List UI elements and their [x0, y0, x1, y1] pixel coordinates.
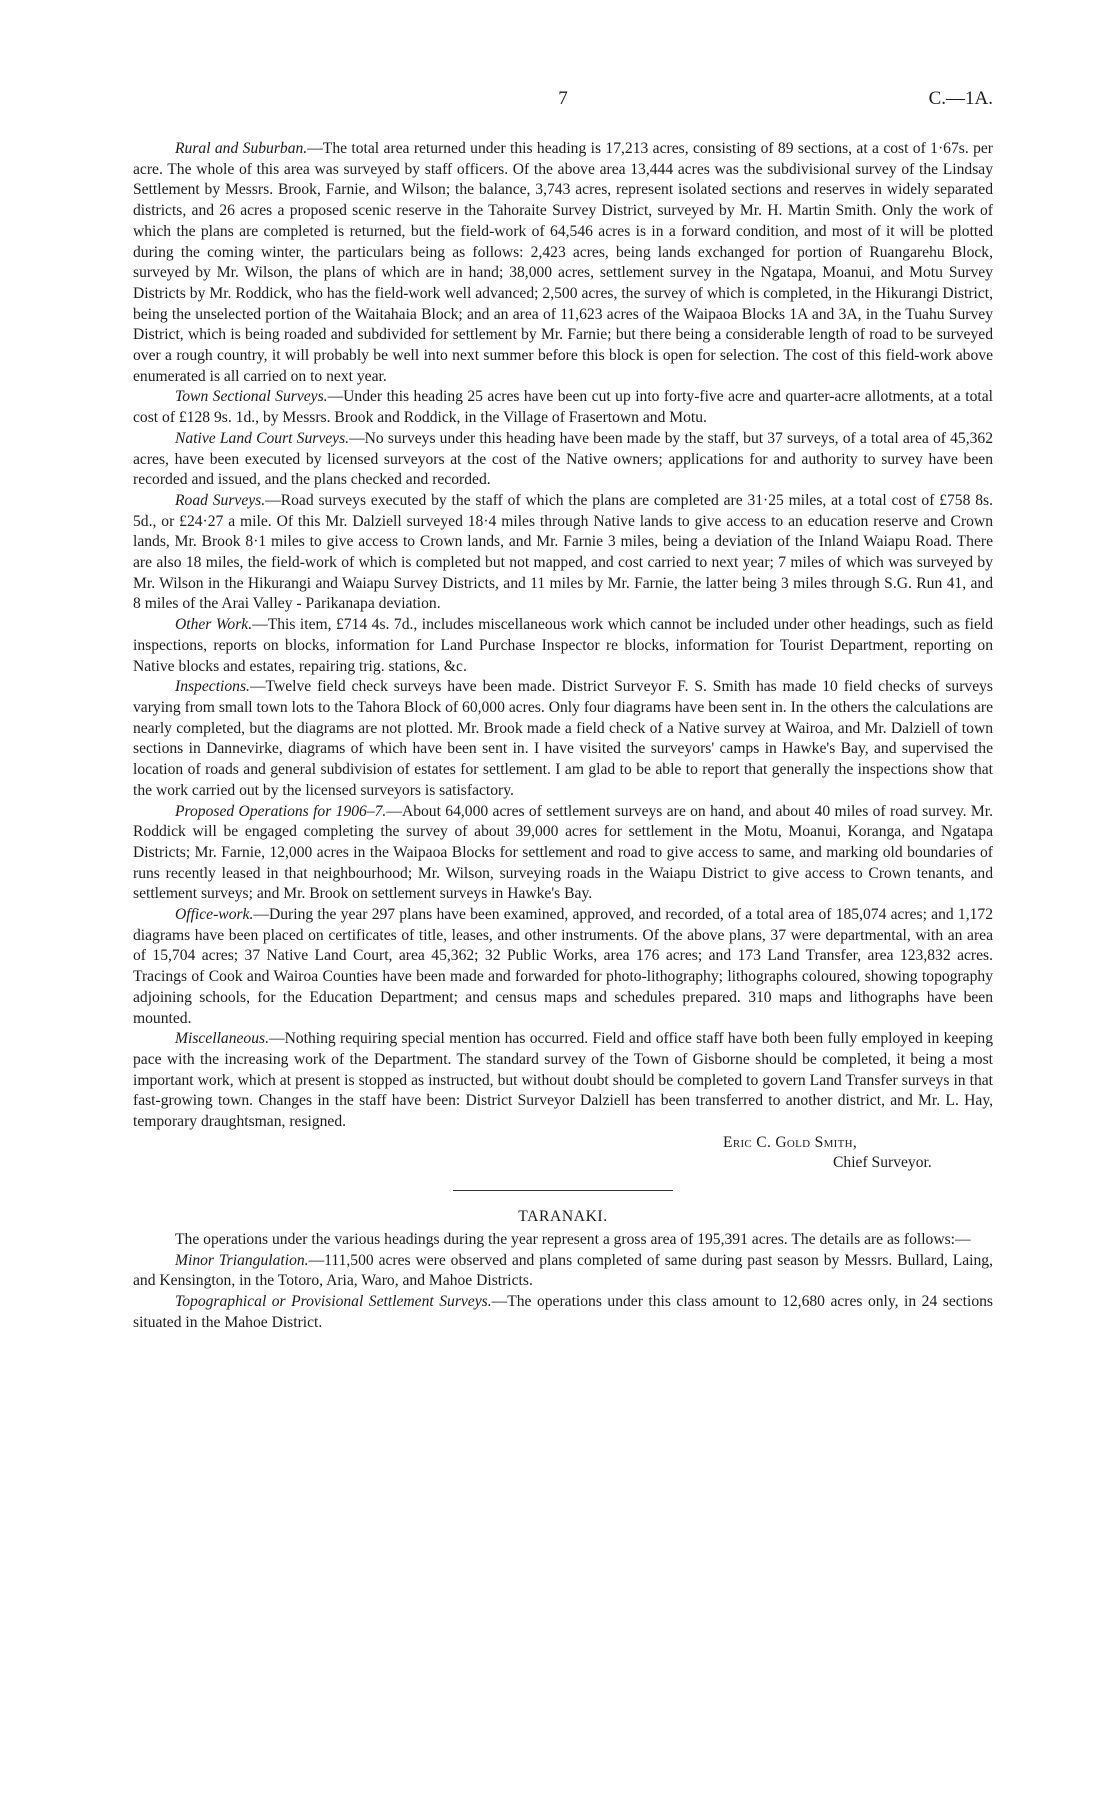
paragraph-rural-suburban	[133, 139, 993, 387]
paragraph-topographical-surveys	[133, 1292, 993, 1333]
document-reference: C.—1A.	[928, 88, 993, 109]
paragraph-lead: Rural and Suburban.	[175, 140, 308, 157]
paragraph-lead: Inspections.	[175, 678, 250, 696]
report-body	[133, 139, 993, 1333]
paragraph-inspections	[133, 677, 993, 801]
paragraph-text: —No surveys under this heading have been made by the staff, but 37 surveys, of a total area of 45,362 acres, have been executed by licensed surveyors at the cost of the Native owners; applications for and authority to survey have been recorded and issued, and the plans checked and recorded.	[133, 429, 993, 489]
paragraph-road-surveys	[133, 491, 993, 615]
paragraph-text: —Nothing requiring special mention has occurred. Field and office staff have both been fully employed in keeping pace with the increasing work of the Department. The standard survey of the Town of Gisborne should be completed, it being a most important work, which at present is stopped as instructed, but without doubt should be completed to govern Land Transfer surveys in that fast-growing town. Changes in the staff have been: District Surveyor Dalziell has been transferred to another district, and Mr. L. Hay, temporary draughtsman, resigned.	[133, 1030, 993, 1131]
signature-block	[723, 1133, 993, 1174]
paragraph-lead: Topographical or Provisional Settlement Surveys.	[175, 1292, 492, 1310]
paragraph-lead: Other Work.	[175, 616, 253, 634]
page-number: 7	[558, 88, 568, 109]
paragraph-lead: Proposed Operations for 1906–7.	[175, 802, 387, 820]
paragraph-text: —Twelve field check surveys have been made. District Surveyor F. S. Smith has made 10 field checks of surveys varying from small town lots to the Tahora Block of 60,000 acres. Only four diagrams have been sent in. In the others the calculations are nearly completed, but the diagrams are not plotted. Mr. Brook made a field check of a Native survey at Wairoa, and Mr. Dalziell of town sections in Dannevirke, diagrams of which have been sent in. I have visited the surveyors' camps in Hawke's Bay, and supervised the location of roads and general subdivision of estates for settlement. I am glad to be able to report that generally the inspections show that the work carried out by the licensed surveyors is satisfactory.	[133, 678, 993, 799]
signatory-title: Chief Surveyor.	[833, 1154, 932, 1172]
signatory-name: Eric C. Gold Smith,	[723, 1133, 858, 1151]
paragraph-office-work	[133, 905, 993, 1029]
section-divider	[453, 1190, 673, 1191]
paragraph-native-land-court	[133, 429, 993, 491]
paragraph-text: —111,500 acres were observed and plans completed of same during past season by Messrs. Bullard, Laing, and Kensington, in the Totoro, Aria, Waro, and Mahoe Districts.	[133, 1251, 993, 1290]
paragraph-text: —About 64,000 acres of settlement surveys are on hand, and about 40 miles of road survey. Mr. Roddick will be engaged completing the survey of about 39,000 acres for settlement in the Motu, Moanui, Koranga, and Ngatapa Districts; Mr. Farnie, 12,000 acres in the Waipaoa Blocks for settlement and road to give access to same, and marking old boundaries of runs recently leased in that neighbourhood; Mr. Wilson, surveying roads in the Waiapu District to give access to Crown tenants, and settlement surveys; and Mr. Brook on settlement surveys in Hawke's Bay.	[133, 802, 993, 903]
paragraph-text: —This item, £714 4s. 7d., includes miscellaneous work which cannot be included under other headings, such as field inspections, reports on blocks, information for Land Purchase Inspector re blocks, information for Tourist Department, reporting on Native blocks and estates, repairing trig. stations, &c.	[133, 616, 993, 675]
paragraph-text: —The operations under this class amount to 12,680 acres only, in 24 sections situated in the Mahoe District.	[133, 1292, 993, 1331]
paragraph-proposed-operations	[133, 802, 993, 906]
paragraph-text: —Road surveys executed by the staff of which the plans are completed are 31·25 miles, at a total cost of £758 8s. 5d., or £24·27 a mile. Of this Mr. Dalziell surveyed 18·4 miles through Native lands to give access to an education reserve and Crown lands, Mr. Brook 8·1 miles to give access to Crown lands, and Mr. Farnie 3 miles, being a deviation of the Inland Waiapu Road. There are also 18 miles, the field-work of which is completed but not mapped, and cost carried to next year; 7 miles of which was surveyed by Mr. Wilson in the Hikurangi and Waiapu Survey Districts, and 11 miles by Mr. Farnie, the latter being 3 miles through S.G. Run 41, and 8 miles of the Arai Valley - Parikanapa deviation.	[133, 491, 993, 613]
paragraph-lead: Office-work.	[175, 906, 254, 924]
paragraph-text: —During the year 297 plans have been examined, approved, and recorded, of a total area of 185,074 acres; and 1,172 diagrams have been placed on certificates of title, leases, and other instruments. Of the above plans, 37 were departmental, with an area of 15,704 acres; 37 Native Land Court, area 45,362; 32 Public Works, area 176 acres; and 173 Land Transfer, area 123,832 acres. Tracings of Cook and Wairoa Counties have been made and forwarded for photo-lithography; lithographs coloured, showing topography adjoining schools, for the Education Department; and census maps and schedules prepared. 310 maps and lithographs have been mounted.	[133, 906, 993, 1027]
section-heading-taranaki: TARANAKI.	[518, 1208, 608, 1226]
paragraph-minor-triangulation	[133, 1251, 993, 1292]
paragraph-town-sectional	[133, 387, 993, 428]
paragraph-taranaki-intro	[133, 1230, 993, 1251]
paragraph-text: —Under this heading 25 acres have been cut up into forty-five acre and quarter-acre allotments, at a total cost of £128 9s. 1d., by Messrs. Brook and Roddick, in the Village of Frasertown and Motu.	[133, 388, 994, 427]
paragraph-lead: Town Sectional Surveys.	[175, 388, 328, 406]
paragraph-lead: Native Land Court Surveys.	[175, 429, 350, 447]
paragraph-text: The operations under the various headings during the year represent a gross area of 195,391 acres. The details are as follows:—	[175, 1230, 971, 1248]
paragraph-lead: Minor Triangulation.	[175, 1251, 309, 1269]
page-header	[133, 88, 993, 112]
paragraph-lead: Miscellaneous.	[175, 1030, 269, 1048]
paragraph-text: —The total area returned under this heading is 17,213 acres, consisting of 89 sections, at a cost of 1·67s. per acre. The whole of this area was surveyed by staff officers. Of the above area 13,444 acres was the subdivisional survey of the Lindsay Settlement by Messrs. Brook, Farnie, and Wilson; the balance, 3,743 acres, represent isolated sections and reserves in widely separated districts, and 26 acres a proposed scenic reserve in the Tahoraite Survey District, surveyed by Mr. H. Martin Smith. Only the work of which the plans are completed is returned, but the field-work of 64,546 acres is in a forward condition, and most of it will be plotted during the coming winter, the particulars being as follows: 2,423 acres, being lands exchanged for portion of Ruangarehu Block, surveyed by Mr. Wilson, the plans of which are in hand; 38,000 acres, settlement survey in the Ngatapa, Moanui, and Motu Survey Districts by Mr. Roddick, who has the field-work well advanced; 2,500 acres, the survey of which is completed, in the Hikurangi District, being the unselected portion of the Waitahaia Block; and an area of 11,623 acres of the Waipaoa Blocks 1A and 3A, in the Tuahu Survey District, which is being roaded and subdivided for settlement by Mr. Farnie; but there being a considerable length of road to be surveyed over a rough country, it will probably be well into next summer before this block is open for selection. The cost of this field-work above enumerated is all carried on to next year.	[133, 140, 993, 385]
paragraph-other-work	[133, 615, 993, 677]
paragraph-lead: Road Surveys.	[175, 491, 266, 509]
paragraph-miscellaneous	[133, 1029, 993, 1133]
